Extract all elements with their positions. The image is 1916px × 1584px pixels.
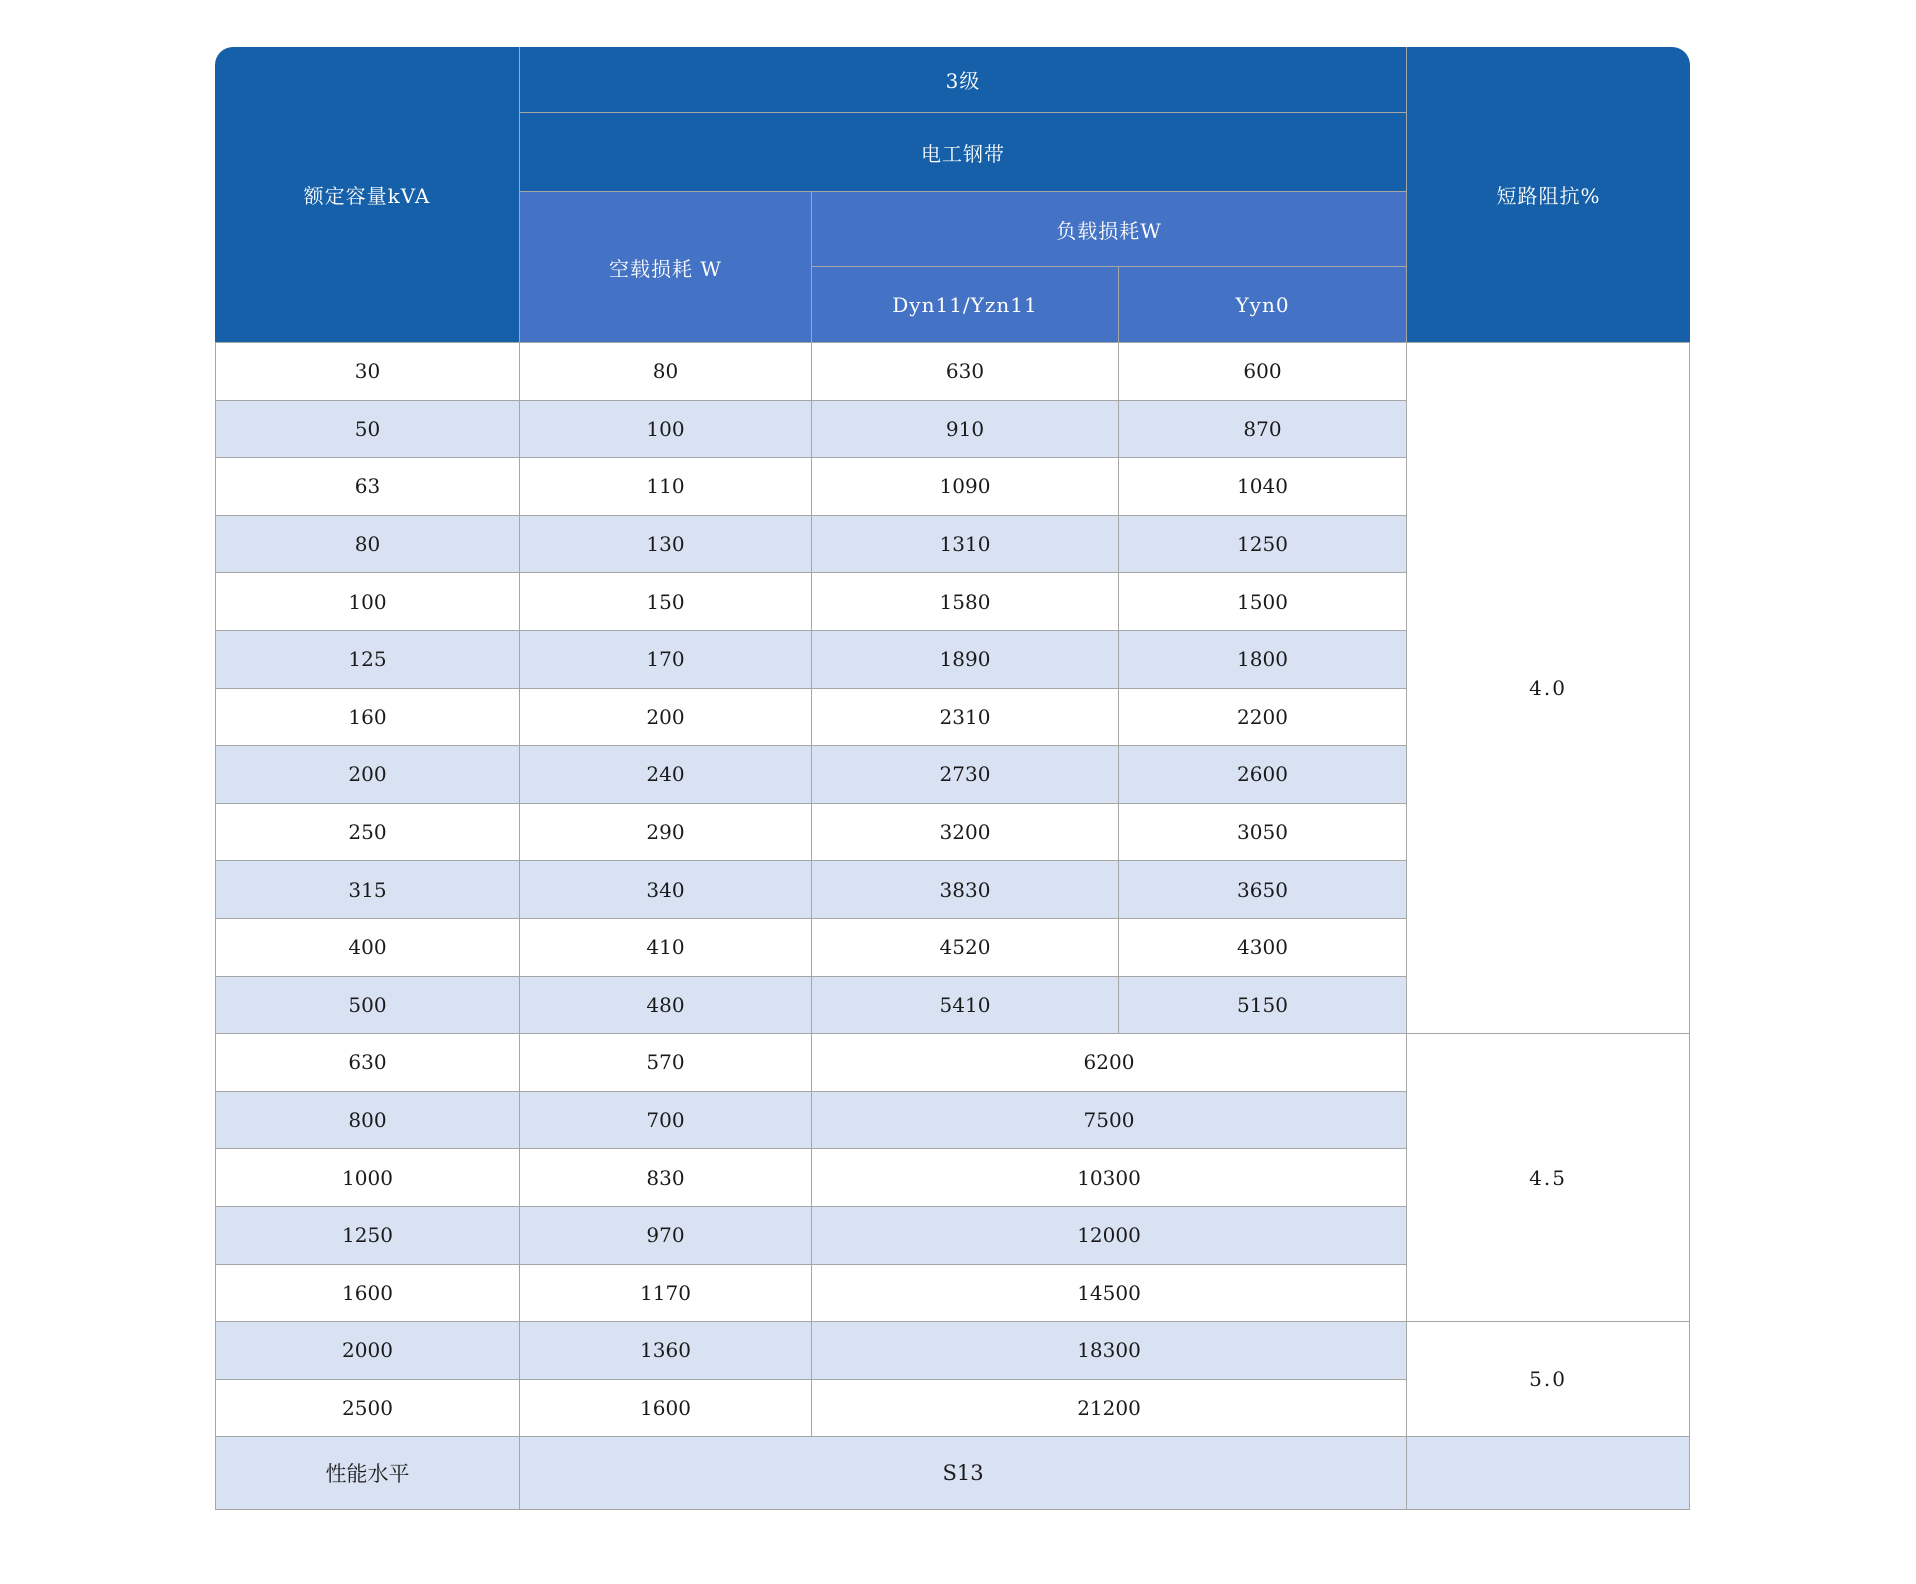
cell-rated-capacity: 315	[215, 861, 520, 919]
cell-load-loss-dyn11: 1580	[812, 573, 1119, 631]
header-rated-capacity: 额定容量kVA	[215, 47, 520, 343]
cell-load-loss-merged: 6200	[812, 1034, 1407, 1092]
cell-load-loss-yyn0: 1250	[1119, 516, 1407, 574]
cell-no-load-loss: 80	[520, 343, 812, 401]
cell-no-load-loss: 480	[520, 977, 812, 1035]
footer-performance-value-cell: S13	[520, 1437, 1407, 1510]
table-row	[215, 343, 1690, 401]
cell-no-load-loss: 200	[520, 689, 812, 747]
cell-no-load-loss: 700	[520, 1092, 812, 1150]
cell-rated-capacity: 500	[215, 977, 520, 1035]
header-vector-group-yyn0: Yyn0	[1119, 267, 1407, 343]
cell-no-load-loss: 110	[520, 458, 812, 516]
footer-row	[215, 1437, 1690, 1510]
cell-load-loss-dyn11: 1890	[812, 631, 1119, 689]
transformer-spec-table	[215, 47, 1690, 1510]
cell-impedance-group: 5.0	[1407, 1322, 1690, 1437]
cell-load-loss-yyn0: 1800	[1119, 631, 1407, 689]
header-steel-strip: 电工钢带	[520, 113, 1407, 192]
cell-rated-capacity: 63	[215, 458, 520, 516]
cell-load-loss-yyn0: 2200	[1119, 689, 1407, 747]
footer-performance-label-cell: 性能水平	[215, 1437, 520, 1510]
cell-load-loss-yyn0: 5150	[1119, 977, 1407, 1035]
cell-impedance-group: 4.5	[1407, 1034, 1690, 1322]
cell-load-loss-dyn11: 4520	[812, 919, 1119, 977]
table-body	[215, 343, 1690, 1510]
cell-rated-capacity: 2500	[215, 1380, 520, 1438]
cell-load-loss-yyn0: 1040	[1119, 458, 1407, 516]
cell-rated-capacity: 125	[215, 631, 520, 689]
cell-rated-capacity: 30	[215, 343, 520, 401]
cell-no-load-loss: 1170	[520, 1265, 812, 1323]
cell-rated-capacity: 1000	[215, 1149, 520, 1207]
cell-load-loss-yyn0: 3050	[1119, 804, 1407, 862]
cell-rated-capacity: 800	[215, 1092, 520, 1150]
cell-no-load-loss: 340	[520, 861, 812, 919]
cell-rated-capacity: 160	[215, 689, 520, 747]
cell-no-load-loss: 170	[520, 631, 812, 689]
cell-load-loss-dyn11: 910	[812, 401, 1119, 459]
cell-load-loss-yyn0: 4300	[1119, 919, 1407, 977]
cell-load-loss-merged: 10300	[812, 1149, 1407, 1207]
cell-no-load-loss: 150	[520, 573, 812, 631]
cell-no-load-loss: 1360	[520, 1322, 812, 1380]
cell-load-loss-merged: 18300	[812, 1322, 1407, 1380]
cell-load-loss-dyn11: 2730	[812, 746, 1119, 804]
cell-rated-capacity: 1600	[215, 1265, 520, 1323]
cell-load-loss-yyn0: 2600	[1119, 746, 1407, 804]
cell-rated-capacity: 80	[215, 516, 520, 574]
cell-rated-capacity: 250	[215, 804, 520, 862]
table-row	[215, 1322, 1690, 1380]
cell-load-loss-yyn0: 870	[1119, 401, 1407, 459]
cell-load-loss-merged: 21200	[812, 1380, 1407, 1438]
cell-impedance-group: 4.0	[1407, 343, 1690, 1034]
cell-rated-capacity: 200	[215, 746, 520, 804]
cell-no-load-loss: 130	[520, 516, 812, 574]
cell-no-load-loss: 410	[520, 919, 812, 977]
header-impedance: 短路阻抗%	[1407, 47, 1690, 343]
cell-rated-capacity: 100	[215, 573, 520, 631]
header-load-loss: 负载损耗W	[812, 192, 1407, 267]
cell-load-loss-dyn11: 630	[812, 343, 1119, 401]
table-row	[215, 1034, 1690, 1092]
cell-rated-capacity: 400	[215, 919, 520, 977]
cell-load-loss-dyn11: 2310	[812, 689, 1119, 747]
cell-load-loss-yyn0: 600	[1119, 343, 1407, 401]
cell-rated-capacity: 50	[215, 401, 520, 459]
cell-no-load-loss: 570	[520, 1034, 812, 1092]
cell-load-loss-dyn11: 1310	[812, 516, 1119, 574]
header-vector-group-dyn11: Dyn11/Yzn11	[812, 267, 1119, 343]
cell-load-loss-dyn11: 3200	[812, 804, 1119, 862]
cell-no-load-loss: 100	[520, 401, 812, 459]
cell-load-loss-dyn11: 1090	[812, 458, 1119, 516]
cell-no-load-loss: 240	[520, 746, 812, 804]
cell-load-loss-yyn0: 1500	[1119, 573, 1407, 631]
cell-rated-capacity: 630	[215, 1034, 520, 1092]
cell-load-loss-merged: 12000	[812, 1207, 1407, 1265]
footer-impedance-cell	[1407, 1437, 1690, 1510]
cell-no-load-loss: 1600	[520, 1380, 812, 1438]
cell-load-loss-yyn0: 3650	[1119, 861, 1407, 919]
cell-rated-capacity: 1250	[215, 1207, 520, 1265]
cell-load-loss-merged: 14500	[812, 1265, 1407, 1323]
cell-load-loss-merged: 7500	[812, 1092, 1407, 1150]
cell-rated-capacity: 2000	[215, 1322, 520, 1380]
table-header	[215, 47, 1690, 343]
cell-load-loss-dyn11: 3830	[812, 861, 1119, 919]
cell-no-load-loss: 830	[520, 1149, 812, 1207]
cell-no-load-loss: 970	[520, 1207, 812, 1265]
header-level: 3级	[520, 47, 1407, 113]
cell-load-loss-dyn11: 5410	[812, 977, 1119, 1035]
header-no-load-loss: 空载损耗 W	[520, 192, 812, 343]
cell-no-load-loss: 290	[520, 804, 812, 862]
